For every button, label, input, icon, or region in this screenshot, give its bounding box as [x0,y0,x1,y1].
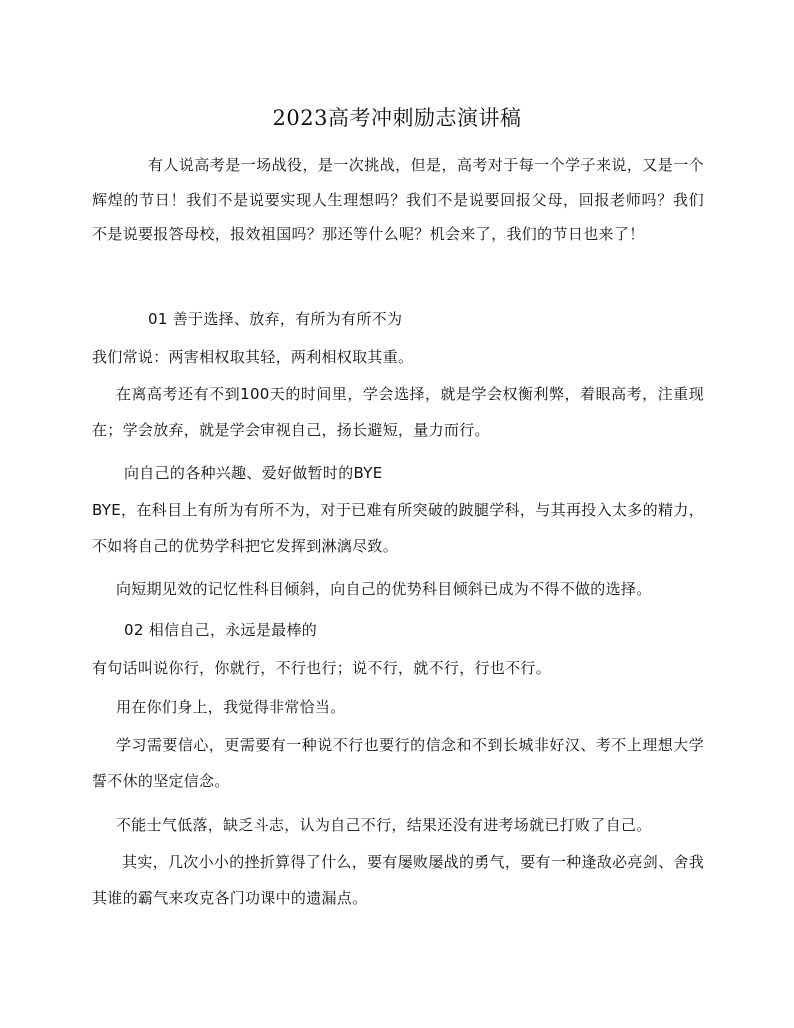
paragraph-9: 其实，几次小小的挫折算得了什么，要有屡败屡战的勇气，要有一种逢敌必亮剑、舍我其谁的霸气来攻克各门功课中的遗漏点。 [92,853,704,907]
paragraph-4: 向短期见效的记忆性科目倾斜，向自己的优势科目倾斜已成为不得不做的选择。 [116,580,652,598]
section-heading-2: 02 相信自己，永远是最棒的 [124,621,318,639]
intro-paragraph: 有人说高考是一场战役，是一次挑战，但是，高考对于每一个学子来说，又是一个辉煌的节日！我们不是说要实现人生理想吗？我们不是说要回报父母，回报老师吗？我们不是说要报答母校，报效祖国吗？那还等什么呢？机会来了，我们的节日也来了！ [92,156,704,243]
paragraph-7: 学习需要信心，更需要有一种说不行也要行的信念和不到长城非好汉、考不上理想大学誓不休的坚定信念。 [92,736,704,790]
paragraph-8: 不能士气低落，缺乏斗志，认为自己不行，结果还没有进考场就已打败了自己。 [116,816,652,834]
section-heading-1: 01 善于选择、放弃，有所为有所不为 [148,310,403,328]
paragraph-3a: 向自己的各种兴趣、爱好做暂时的BYE [124,464,383,482]
paragraph-6: 用在你们身上，我觉得非常恰当。 [116,698,346,716]
paragraph-2: 在离高考还有不到100天的时间里，学会选择，就是学会权衡利弊，着眼高考，注重现在；学会放弃，就是学会审视自己，扬长避短，量力而行。 [92,385,704,439]
document-title: 2023高考冲刺励志演讲稿 [272,106,522,130]
paragraph-3b: BYE，在科目上有所为有所不为，对于已难有所突破的跛腿学科，与其再投入太多的精力，不如将自己的优势学科把它发挥到淋漓尽致。 [92,501,704,555]
paragraph-1: 我们常说：两害相权取其轻，两利相权取其重。 [92,348,414,366]
paragraph-5: 有句话叫说你行，你就行，不行也行；说不行，就不行，行也不行。 [92,659,552,677]
